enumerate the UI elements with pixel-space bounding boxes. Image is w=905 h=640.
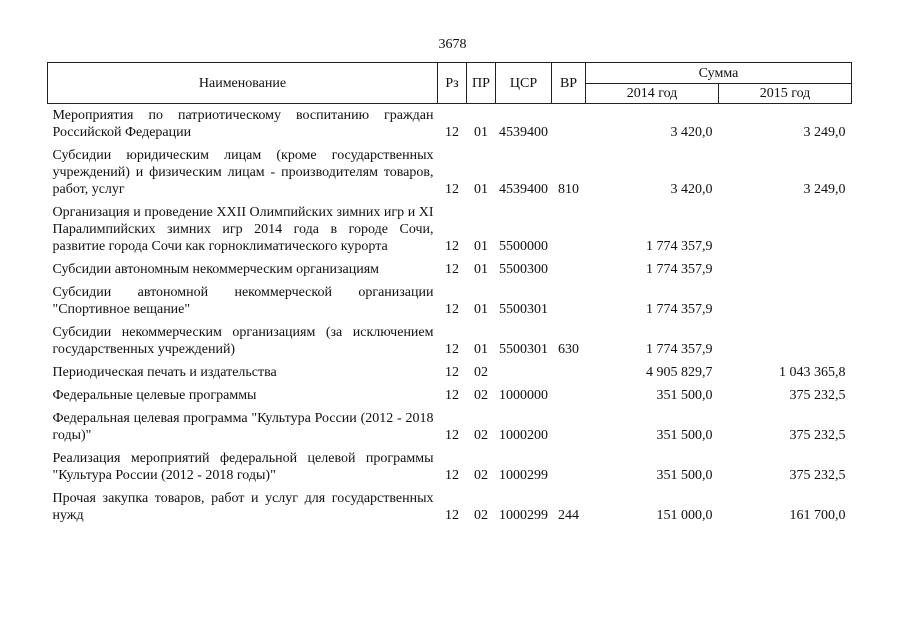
row-csr: 4539400 — [499, 125, 548, 140]
row-name: Субсидии некоммерческим организациям (за исключением государственных учреждений) — [52, 325, 434, 357]
table-row — [48, 321, 852, 361]
header-year-2015: 2015 год — [719, 84, 852, 104]
row-pr: 02 — [474, 468, 488, 483]
table-row — [48, 201, 852, 258]
row-rz: 12 — [445, 302, 459, 317]
header-vr: ВР — [552, 63, 586, 104]
row-vr — [552, 258, 586, 281]
row-pr: 02 — [474, 365, 488, 380]
row-name: Федеральные целевые программы — [52, 388, 257, 403]
table-row — [48, 407, 852, 447]
row-sum-2015: 375 232,5 — [789, 428, 846, 443]
table-row — [48, 281, 852, 321]
row-csr: 5500301 — [499, 342, 548, 357]
row-sum-2014: 1 774 357,9 — [646, 342, 713, 357]
table-row — [48, 144, 852, 201]
row-sum-2015: 161 700,0 — [789, 508, 846, 523]
row-name: Субсидии юридическим лицам (кроме государственных учреждений) и физическим лицам - производителям товаров, работ, услуг — [52, 148, 434, 197]
table-body — [48, 104, 852, 528]
row-pr: 01 — [474, 262, 488, 277]
header-year-2014: 2014 год — [586, 84, 719, 104]
row-name: Мероприятия по патриотическому воспитанию граждан Российской Федерации — [52, 108, 434, 140]
row-rz: 12 — [445, 428, 459, 443]
row-csr: 5500300 — [499, 262, 548, 277]
header-sum: Сумма — [586, 63, 852, 84]
header-pr: ПР — [467, 63, 496, 104]
row-rz: 12 — [445, 239, 459, 254]
row-sum-2015: 3 249,0 — [803, 182, 846, 197]
row-rz: 12 — [445, 262, 459, 277]
row-pr: 02 — [474, 508, 488, 523]
row-sum-2014: 4 905 829,7 — [646, 365, 713, 380]
row-name: Субсидии автономным некоммерческим организациям — [52, 262, 380, 277]
row-rz: 12 — [445, 508, 459, 523]
row-sum-2014: 3 420,0 — [670, 182, 713, 197]
row-sum-2015 — [719, 258, 852, 281]
row-csr: 1000200 — [499, 428, 548, 443]
row-vr — [552, 104, 586, 145]
row-vr: 810 — [558, 182, 579, 197]
table-row — [48, 447, 852, 487]
row-name: Реализация мероприятий федеральной целевой программы "Культура России (2012 - 2018 годы)" — [52, 451, 434, 483]
row-name: Организация и проведение XXII Олимпийских зимних игр и XI Паралимпийских зимних игр 2014 года в городе Сочи, развитие города Сочи как горноклиматического курорта — [52, 205, 434, 254]
table-row — [48, 258, 852, 281]
row-sum-2014: 1 774 357,9 — [646, 239, 713, 254]
row-sum-2014: 1 774 357,9 — [646, 262, 713, 277]
row-rz: 12 — [445, 468, 459, 483]
row-name: Прочая закупка товаров, работ и услуг для государственных нужд — [52, 491, 434, 523]
row-sum-2015 — [719, 281, 852, 321]
row-vr — [552, 201, 586, 258]
row-csr: 4539400 — [499, 182, 548, 197]
row-sum-2014: 351 500,0 — [656, 388, 713, 403]
row-vr — [552, 407, 586, 447]
header-name: Наименование — [48, 63, 438, 104]
row-rz: 12 — [445, 125, 459, 140]
row-sum-2015: 375 232,5 — [789, 468, 846, 483]
row-csr: 5500301 — [499, 302, 548, 317]
row-sum-2014: 1 774 357,9 — [646, 302, 713, 317]
row-vr — [552, 384, 586, 407]
header-csr: ЦСР — [496, 63, 552, 104]
row-rz: 12 — [445, 388, 459, 403]
row-vr — [552, 361, 586, 384]
row-sum-2015: 1 043 365,8 — [779, 365, 846, 380]
row-pr: 02 — [474, 428, 488, 443]
row-csr: 1000000 — [499, 388, 548, 403]
row-pr: 02 — [474, 388, 488, 403]
row-vr — [552, 447, 586, 487]
row-pr: 01 — [474, 182, 488, 197]
table-row — [48, 361, 852, 384]
row-csr — [496, 361, 552, 384]
row-name: Субсидии автономной некоммерческой организации "Спортивное вещание" — [52, 285, 434, 317]
row-rz: 12 — [445, 182, 459, 197]
table-header — [48, 63, 852, 104]
row-sum-2015: 3 249,0 — [803, 125, 846, 140]
row-csr: 1000299 — [499, 468, 548, 483]
row-pr: 01 — [474, 239, 488, 254]
row-sum-2015 — [719, 321, 852, 361]
row-sum-2014: 3 420,0 — [670, 125, 713, 140]
row-pr: 01 — [474, 302, 488, 317]
header-rz: Рз — [438, 63, 467, 104]
row-sum-2014: 351 500,0 — [656, 468, 713, 483]
row-pr: 01 — [474, 342, 488, 357]
budget-table — [47, 62, 852, 527]
row-vr: 630 — [558, 342, 579, 357]
row-sum-2014: 151 000,0 — [656, 508, 713, 523]
row-rz: 12 — [445, 365, 459, 380]
row-csr: 1000299 — [499, 508, 548, 523]
table-row — [48, 384, 852, 407]
table-row — [48, 487, 852, 527]
row-sum-2015 — [719, 201, 852, 258]
row-vr — [552, 281, 586, 321]
page-number: 3678 — [438, 37, 467, 52]
row-pr: 01 — [474, 125, 488, 140]
row-rz: 12 — [445, 342, 459, 357]
row-vr: 244 — [558, 508, 579, 523]
row-name: Периодическая печать и издательства — [52, 365, 277, 380]
row-sum-2015: 375 232,5 — [789, 388, 846, 403]
row-name: Федеральная целевая программа "Культура России (2012 - 2018 годы)" — [52, 411, 434, 443]
row-csr: 5500000 — [499, 239, 548, 254]
table-row — [48, 104, 852, 145]
row-sum-2014: 351 500,0 — [656, 428, 713, 443]
